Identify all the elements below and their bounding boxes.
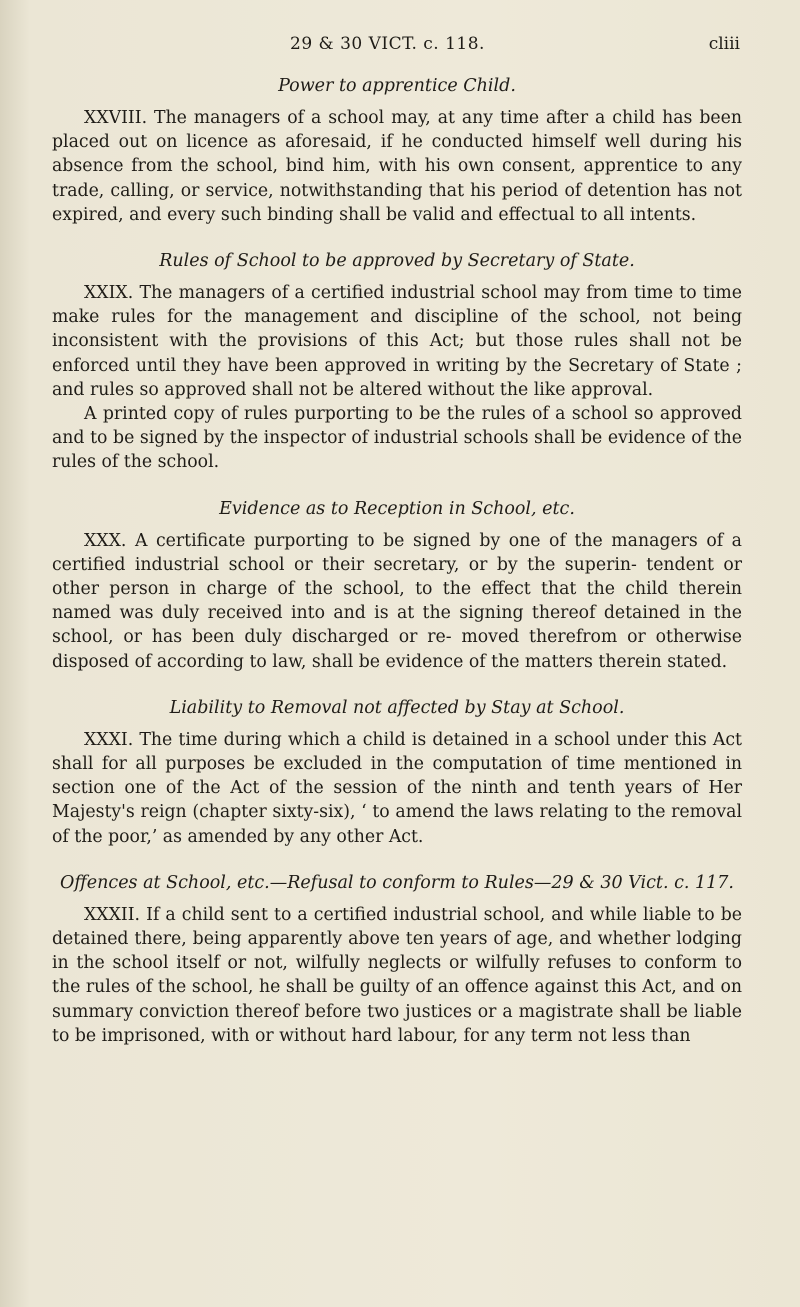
section-heading: Liability to Removal not affected by Stay at School.: [169, 697, 625, 718]
section-offences: [52, 871, 742, 1048]
section-heading: Rules of School to be approved by Secretary of State.: [159, 251, 635, 272]
section-paragraph: XXVIII. The managers of a school may, at any time after a child has been placed out on licence as aforesaid, if he conducted himself well during his absence from the school, bind him, with his own consent, apprentice to any trade, calling, or service, notwithstanding that his period of detention has not expired, and every such binding shall be valid and effectual to all intents.: [52, 108, 742, 225]
section-heading: Power to apprentice Child.: [278, 76, 516, 96]
section-heading: Evidence as to Reception in School, etc.: [219, 498, 575, 519]
section-rules: [52, 249, 742, 475]
section-evidence: [52, 497, 742, 674]
section-paragraph: XXX. A certificate purporting to be signed by one of the managers of a certified industrial school or their secretary, or by the superin- tendent or other person in charge of the school, to the effect that the child therein named was duly received into and is at the signing thereof detained in the school, or has been duly discharged or re- moved therefrom or otherwise disposed of according to law, shall be evidence of the matters therein stated.: [52, 530, 742, 672]
page-number: cliii: [708, 34, 740, 54]
section-paragraph: A printed copy of rules purporting to be the rules of a school so approved and to be signed by the inspector of industrial schools shall be evidence of the rules of the school.: [52, 404, 742, 473]
section-liability: [52, 696, 742, 849]
running-head: 29 & 30 VICT. c. 118.: [290, 34, 485, 54]
section-paragraph: XXXII. If a child sent to a certified industrial school, and while liable to be detained there, being apparently above ten years of age, and whether lodging in the school itself or not, wilfully neglects or wilfully refuses to conform to the rules of the school, he shall be guilty of an offence against this Act, and on summary conviction thereof before two justices or a magistrate shall be liable to be imprisoned, with or without hard labour, for any term not less than: [52, 904, 742, 1046]
page-header: [0, 34, 800, 58]
section-paragraph: XXIX. The managers of a certified industrial school may from time to time make rules for the management and discipline of the school, not being inconsistent with the provisions of this Act; but those rules shall not be enforced until they have been approved in writing by the Secretary of State ; and rules so approved shall not be altered without the like approval.: [52, 283, 742, 400]
section-paragraph: XXXI. The time during which a child is detained in a school under this Act shall for all purposes be excluded in the computation of time mentioned in section one of the Act of the session of the ninth and tenth years of Her Majesty's reign (chapter sixty-six), ‘ to amend the laws relating to the removal of the poor,’ as amended by any other Act.: [52, 729, 742, 847]
section-heading: Offences at School, etc.—Refusal to conform to Rules—29 & 30 Vict. c. 117.: [60, 872, 734, 893]
page-body: [52, 74, 742, 1048]
section-apprentice: [52, 74, 742, 227]
